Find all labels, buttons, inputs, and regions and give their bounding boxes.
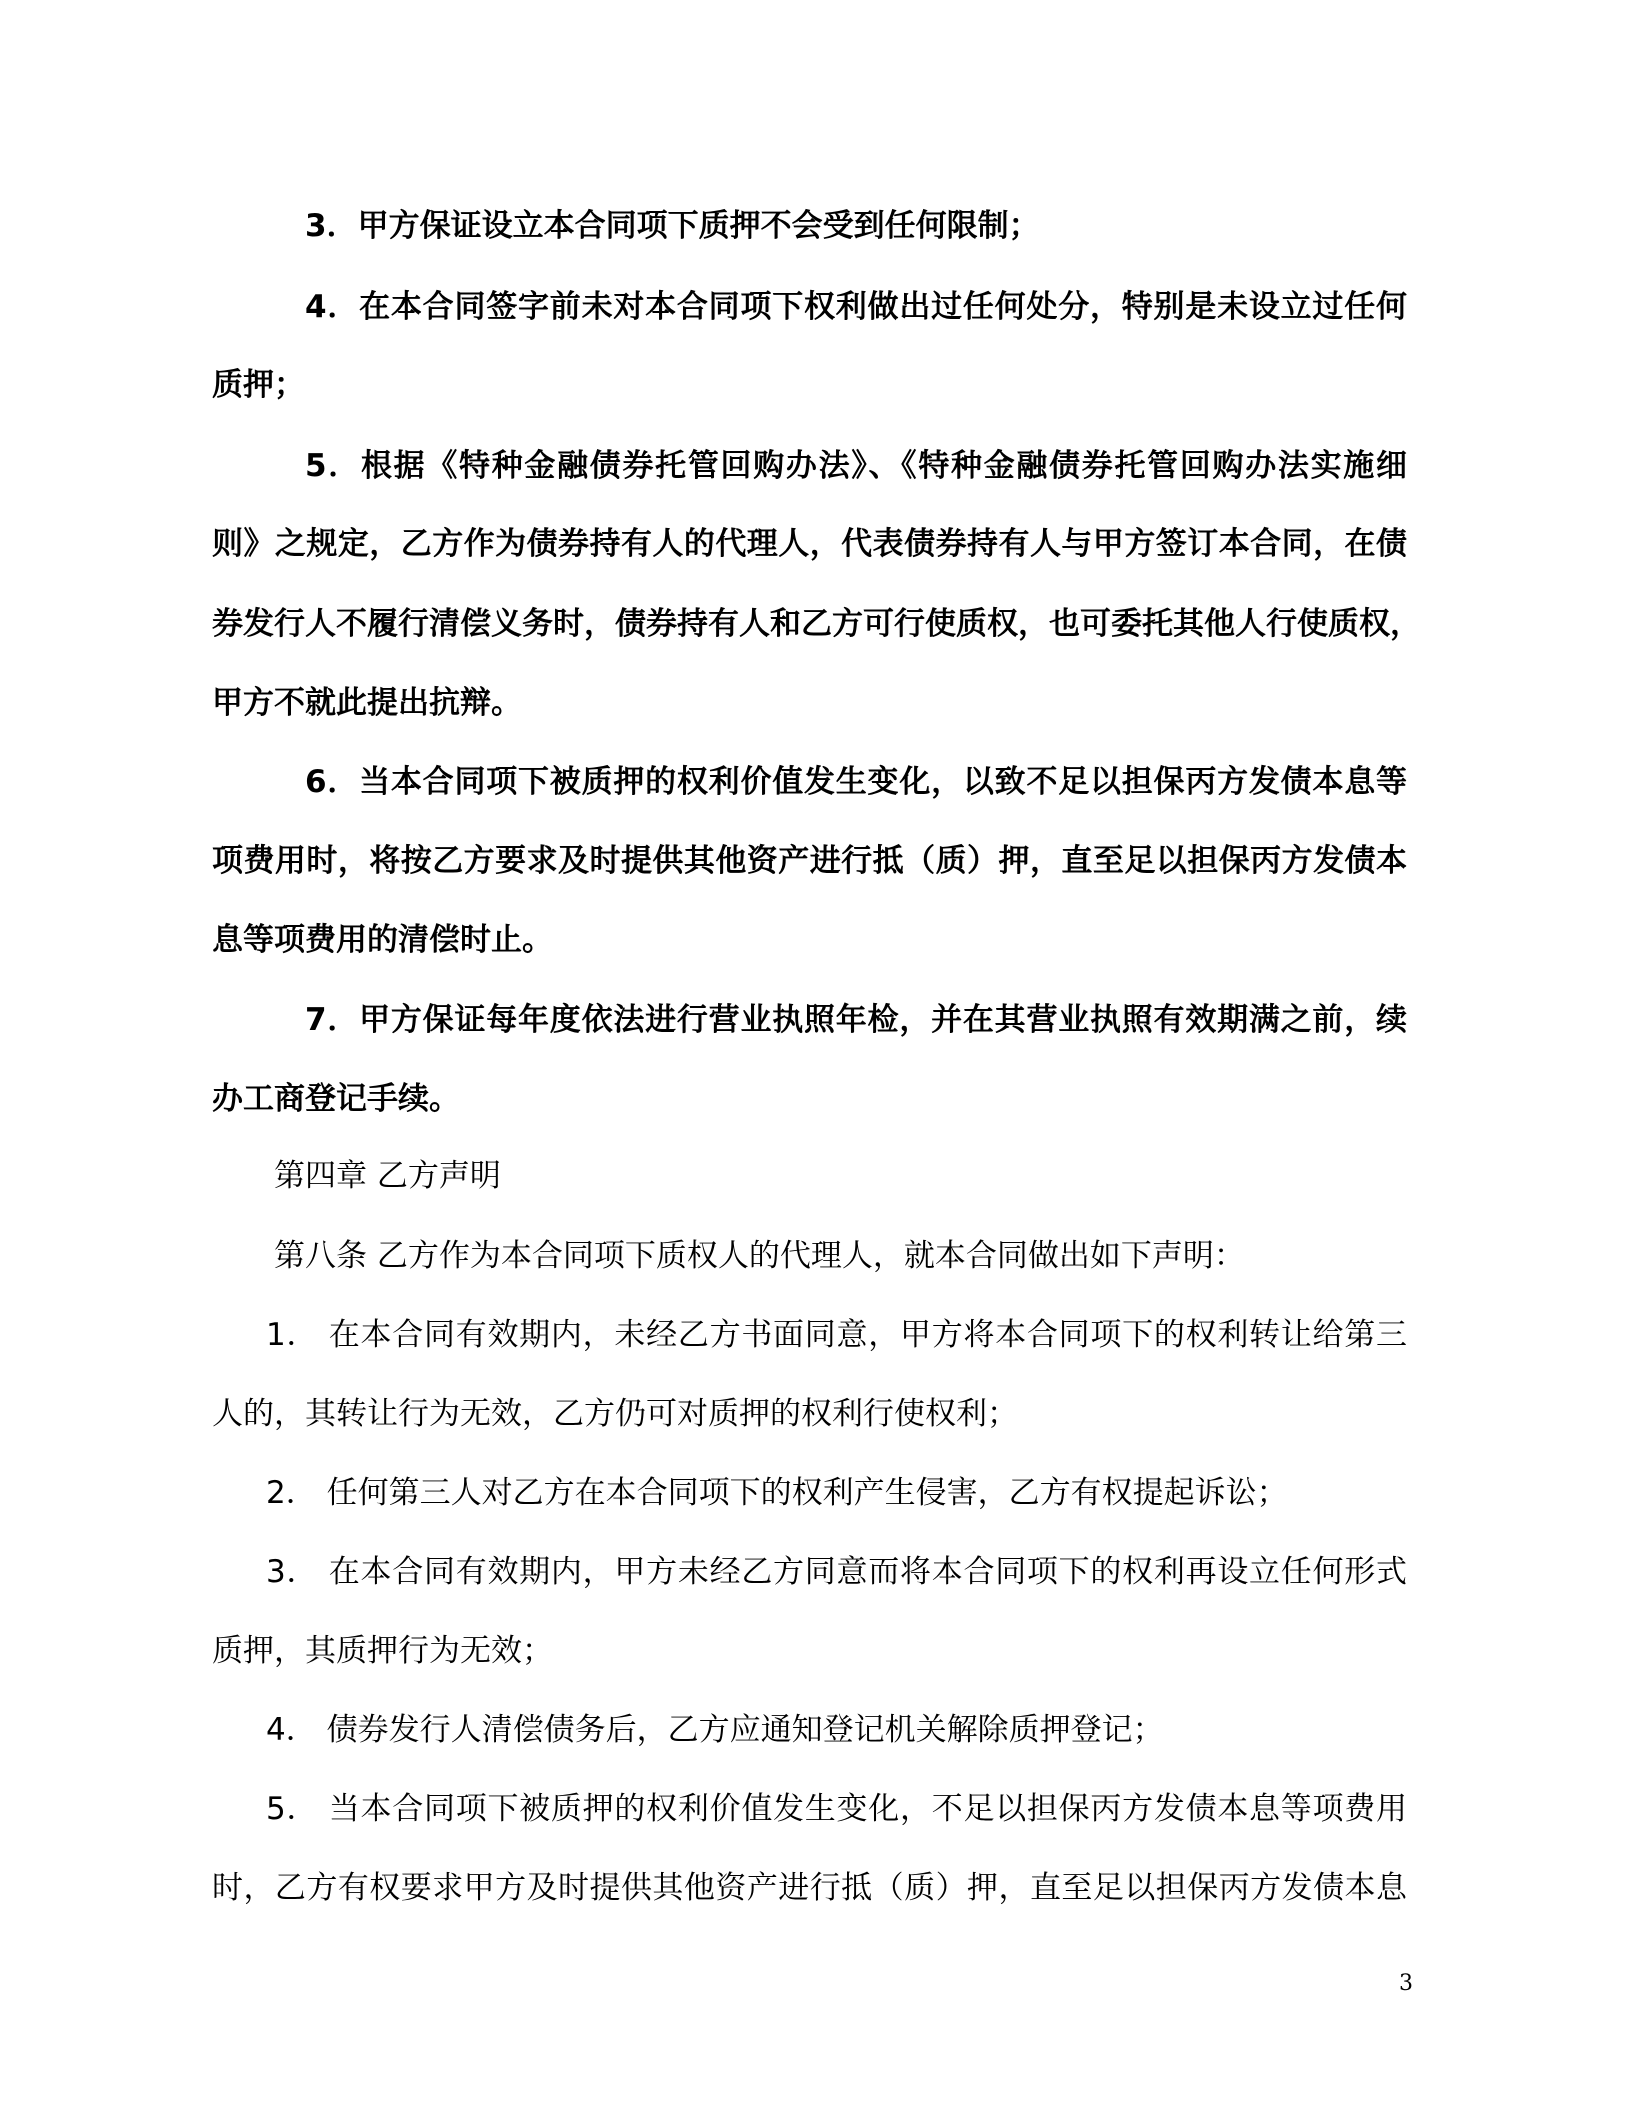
paragraph-line: 4． 债券发行人清偿债务后，乙方应通知登记机关解除质押登记；	[266, 1712, 1164, 1748]
paragraph-line: 质押，其质押行为无效；	[212, 1633, 553, 1669]
paragraph-line: 则》之规定，乙方作为债券持有人的代理人，代表债券持有人与甲方签订本合同，在债	[212, 526, 1407, 562]
paragraph-line: 7．甲方保证每年度依法进行营业执照年检，并在其营业执照有效期满之前，续	[305, 1002, 1407, 1038]
paragraph-line: 4．在本合同签字前未对本合同项下权利做出过任何处分，特别是未设立过任何	[305, 289, 1407, 325]
paragraph-line: 3．甲方保证设立本合同项下质押不会受到任何限制；	[305, 208, 1040, 244]
paragraph-line: 甲方不就此提出抗辩。	[212, 685, 522, 721]
paragraph-line: 5． 当本合同项下被质押的权利价值发生变化，不足以担保丙方发债本息等项费用	[266, 1791, 1407, 1827]
paragraph-line: 人的，其转让行为无效，乙方仍可对质押的权利行使权利；	[212, 1396, 1018, 1432]
chapter-heading: 第四章 乙方声明	[274, 1158, 501, 1194]
paragraph-line: 1． 在本合同有效期内，未经乙方书面同意，甲方将本合同项下的权利转让给第三	[266, 1317, 1407, 1353]
article-heading: 第八条 乙方作为本合同项下质权人的代理人，就本合同做出如下声明：	[274, 1238, 1245, 1274]
paragraph-line: 3． 在本合同有效期内，甲方未经乙方同意而将本合同项下的权利再设立任何形式	[266, 1554, 1407, 1590]
page-number: 3	[1399, 1971, 1413, 1996]
paragraph-line: 2． 任何第三人对乙方在本合同项下的权利产生侵害，乙方有权提起诉讼；	[266, 1475, 1288, 1511]
paragraph-line: 券发行人不履行清偿义务时，债券持有人和乙方可行使质权，也可委托其他人行使质权，	[212, 606, 1421, 642]
paragraph-line: 项费用时，将按乙方要求及时提供其他资产进行抵（质）押，直至足以担保丙方发债本	[212, 843, 1407, 879]
paragraph-line: 质押；	[212, 367, 305, 403]
paragraph-line: 息等项费用的清偿时止。	[212, 922, 553, 958]
paragraph-line: 时，乙方有权要求甲方及时提供其他资产进行抵（质）押，直至足以担保丙方发债本息	[212, 1870, 1407, 1906]
paragraph-line: 办工商登记手续。	[212, 1081, 460, 1117]
paragraph-line: 6．当本合同项下被质押的权利价值发生变化，以致不足以担保丙方发债本息等	[305, 764, 1407, 800]
paragraph-line: 5．根据《特种金融债券托管回购办法》、《特种金融债券托管回购办法实施细	[305, 448, 1407, 484]
